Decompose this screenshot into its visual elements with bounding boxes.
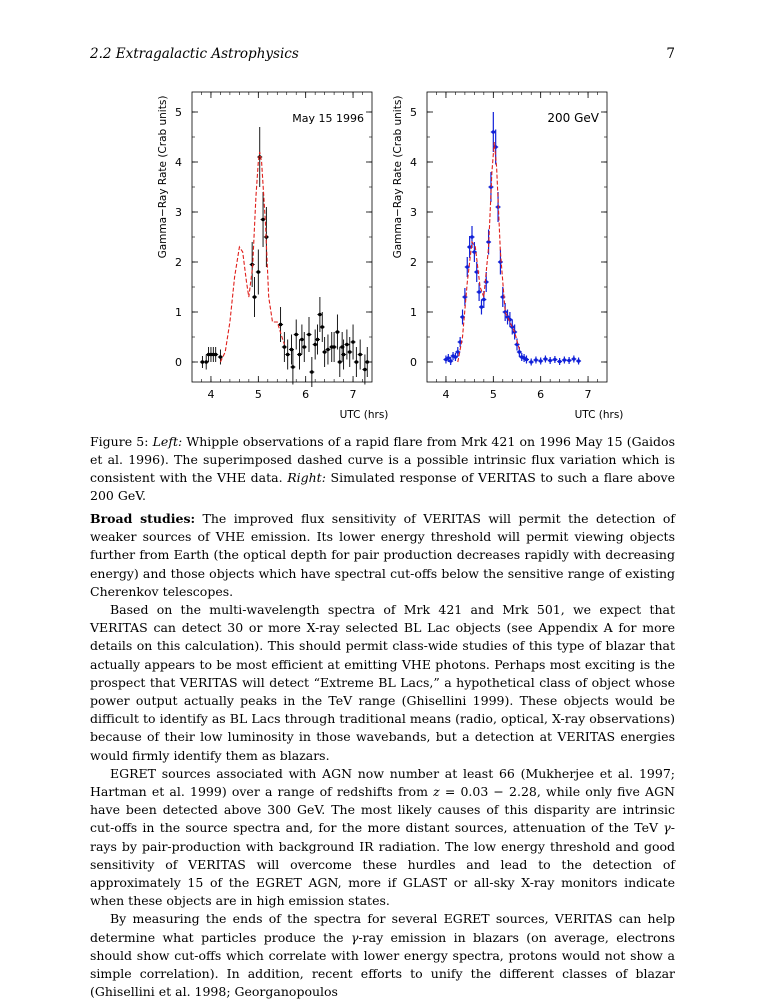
data-point bbox=[358, 353, 362, 357]
paragraph-text: By measuring the ends of the spectra for several EGRET sources, VERITAS can help determine what particles produce the bbox=[90, 911, 675, 945]
data-point bbox=[283, 345, 287, 349]
x-tick-label: 4 bbox=[442, 388, 450, 401]
y-tick-label: 3 bbox=[410, 206, 417, 219]
data-point bbox=[515, 343, 519, 347]
data-point bbox=[338, 360, 342, 364]
data-point bbox=[518, 350, 522, 354]
x-tick-label: 5 bbox=[489, 388, 497, 401]
math-gamma: γ bbox=[350, 929, 359, 945]
data-point bbox=[525, 358, 529, 362]
data-point bbox=[351, 340, 355, 344]
y-tick-label: 5 bbox=[175, 106, 182, 119]
data-point bbox=[544, 357, 548, 361]
paragraph-text: -ray emission in blazars (on average, electrons should show cut-offs which correlate with lower energy spectra, protons would not show a simple correlation). In addition, recent efforts to unify the different classes of blazar (Ghisellini et al. 1998; Georganopoulos bbox=[90, 929, 675, 1000]
paragraph-spectra bbox=[90, 910, 675, 1001]
paragraph-text: EGRET sources associated with AGN now number at least 66 (Mukherjee et al. 1997; Hartman et al. 1999) over a range of redshifts from bbox=[90, 765, 675, 800]
data-point bbox=[302, 345, 306, 349]
data-point bbox=[548, 359, 552, 363]
body-text bbox=[90, 510, 675, 1001]
data-point bbox=[447, 356, 451, 360]
running-header bbox=[90, 46, 675, 66]
x-tick-label: 7 bbox=[349, 388, 357, 401]
y-tick-label: 0 bbox=[410, 356, 417, 369]
x-axis-label: UTC (hrs) bbox=[339, 409, 389, 421]
data-point bbox=[529, 360, 533, 364]
data-point bbox=[332, 345, 336, 349]
y-tick-label: 4 bbox=[410, 156, 417, 169]
data-point bbox=[465, 265, 469, 269]
x-axis-label: UTC (hrs) bbox=[574, 409, 624, 421]
data-point bbox=[539, 359, 543, 363]
figure-caption bbox=[90, 433, 675, 505]
data-point bbox=[454, 355, 458, 359]
data-point bbox=[336, 330, 340, 334]
x-tick-label: 6 bbox=[537, 388, 545, 401]
math-gamma: γ bbox=[663, 820, 671, 836]
caption-text-2: Simulated response of VERITAS to such a flare above 200 GeV. bbox=[90, 470, 676, 503]
y-tick-label: 2 bbox=[175, 256, 182, 269]
x-tick-label: 7 bbox=[584, 388, 592, 401]
caption-text-1: Whipple observations of a rapid flare from Mrk 421 on 1996 May 15 (Gaidos et al. 1996). The superimposed dashed curve is a possible intrinsic flux variation which is consistent with the VHE data. bbox=[90, 434, 675, 485]
data-point bbox=[492, 130, 496, 134]
data-point bbox=[300, 338, 304, 342]
data-point bbox=[567, 359, 571, 363]
panel-annotation: May 15 1996 bbox=[292, 112, 364, 125]
data-point bbox=[363, 368, 367, 372]
paragraph-broad-studies bbox=[90, 510, 675, 601]
page-number: 7 bbox=[666, 46, 675, 62]
data-point bbox=[365, 360, 369, 364]
y-tick-label: 1 bbox=[175, 306, 182, 319]
y-tick-label: 3 bbox=[175, 206, 182, 219]
data-point bbox=[320, 325, 324, 329]
math-z: z bbox=[433, 784, 440, 800]
data-point bbox=[553, 358, 557, 362]
data-point bbox=[214, 353, 218, 357]
data-point bbox=[577, 359, 581, 363]
data-point bbox=[318, 313, 322, 317]
y-tick-label: 1 bbox=[410, 306, 417, 319]
data-point bbox=[298, 353, 302, 357]
data-point bbox=[449, 359, 453, 363]
y-tick-label: 2 bbox=[410, 256, 417, 269]
data-point bbox=[291, 365, 295, 369]
caption-right-emphasis: Right: bbox=[287, 470, 326, 485]
data-point bbox=[503, 310, 507, 314]
data-point bbox=[470, 235, 474, 239]
data-point bbox=[201, 360, 205, 364]
paragraph-egret bbox=[90, 765, 675, 911]
y-tick-label: 4 bbox=[175, 156, 182, 169]
data-point bbox=[286, 353, 290, 357]
data-point bbox=[477, 290, 481, 294]
y-tick-label: 0 bbox=[175, 356, 182, 369]
data-point bbox=[323, 350, 327, 354]
data-point bbox=[313, 343, 317, 347]
paragraph-text: = 0.03 − 2.28, while only five AGN have been detected above 300 GeV. The most likely causes of this disparity are intrinsic cut-offs in the source spectra and, for the more distant sources, attenuation of the TeV bbox=[90, 784, 675, 836]
section-title: 2.2 Extragalactic Astrophysics bbox=[90, 46, 299, 62]
caption-label: Figure 5: bbox=[90, 434, 149, 449]
data-point bbox=[563, 358, 567, 362]
x-tick-label: 6 bbox=[302, 388, 310, 401]
paragraph-heading: Broad studies: bbox=[90, 511, 196, 526]
y-axis-label: Gamma−Ray Rate (Crab units) bbox=[392, 95, 404, 259]
data-point bbox=[294, 333, 298, 337]
data-point bbox=[310, 370, 314, 374]
data-point bbox=[534, 358, 538, 362]
data-point bbox=[558, 360, 562, 364]
data-point bbox=[204, 360, 208, 364]
paragraph-text: The improved flux sensitivity of VERITAS will permit the detection of weaker sources of VHE emission. Its lower energy threshold will permit viewing objects further from Earth (the optical depth for pair production decreases rapidly with decreasing energy) and those objects which have spectral cut-offs below the sensitive range of existing Cherenkov telescopes. bbox=[90, 511, 675, 599]
paragraph-text: -rays by pair-production with background IR radiation. The low energy threshold and good sensitivity of VERITAS will overcome these hurdles and lead to the detection of approximately 15 of the EGRET AGN, more if GLAST or all-sky X-ray monitors indicate when these objects are in high emission states. bbox=[90, 820, 675, 909]
paragraph-mrk: Based on the multi-wavelength spectra of Mrk 421 and Mrk 501, we expect that VERITAS can detect 30 or more X-ray selected BL Lac objects (see Appendix A for more details on this calculation). This should permit class-wide studies of this type of blazar that actually appears to be most efficient at emitting VHE photons. Perhaps most exciting is the prospect that VERITAS will detect “Extreme BL Lacs,” a hypothetical class of object whose power output actually peaks in the TeV range (Ghisellini 1999). These objects would be difficult to identify as BL Lacs through traditional means (radio, optical, X-ray observations) because of their low luminosity in those wavebands, but a detection at VERITAS energies would firmly identify them as blazars. bbox=[90, 602, 675, 763]
data-point bbox=[326, 348, 330, 352]
caption-left-emphasis: Left: bbox=[152, 434, 183, 449]
data-point bbox=[355, 360, 359, 364]
chart-right-veritas bbox=[385, 80, 624, 422]
x-tick-label: 5 bbox=[254, 388, 262, 401]
data-point bbox=[342, 353, 346, 357]
y-axis-label: Gamma−Ray Rate (Crab units) bbox=[157, 95, 169, 259]
data-point bbox=[261, 218, 265, 222]
x-tick-label: 4 bbox=[207, 388, 215, 401]
data-point bbox=[279, 323, 283, 327]
data-point bbox=[253, 295, 257, 299]
model-curve bbox=[458, 142, 520, 362]
data-point bbox=[345, 343, 349, 347]
data-point bbox=[316, 338, 320, 342]
panel-annotation: 200 GeV bbox=[547, 111, 599, 125]
data-point bbox=[348, 350, 352, 354]
data-point bbox=[572, 357, 576, 361]
chart-left-whipple bbox=[150, 80, 389, 422]
data-point bbox=[257, 270, 261, 274]
data-point bbox=[307, 333, 311, 337]
y-tick-label: 5 bbox=[410, 106, 417, 119]
data-point bbox=[482, 298, 486, 302]
data-point bbox=[480, 305, 484, 309]
